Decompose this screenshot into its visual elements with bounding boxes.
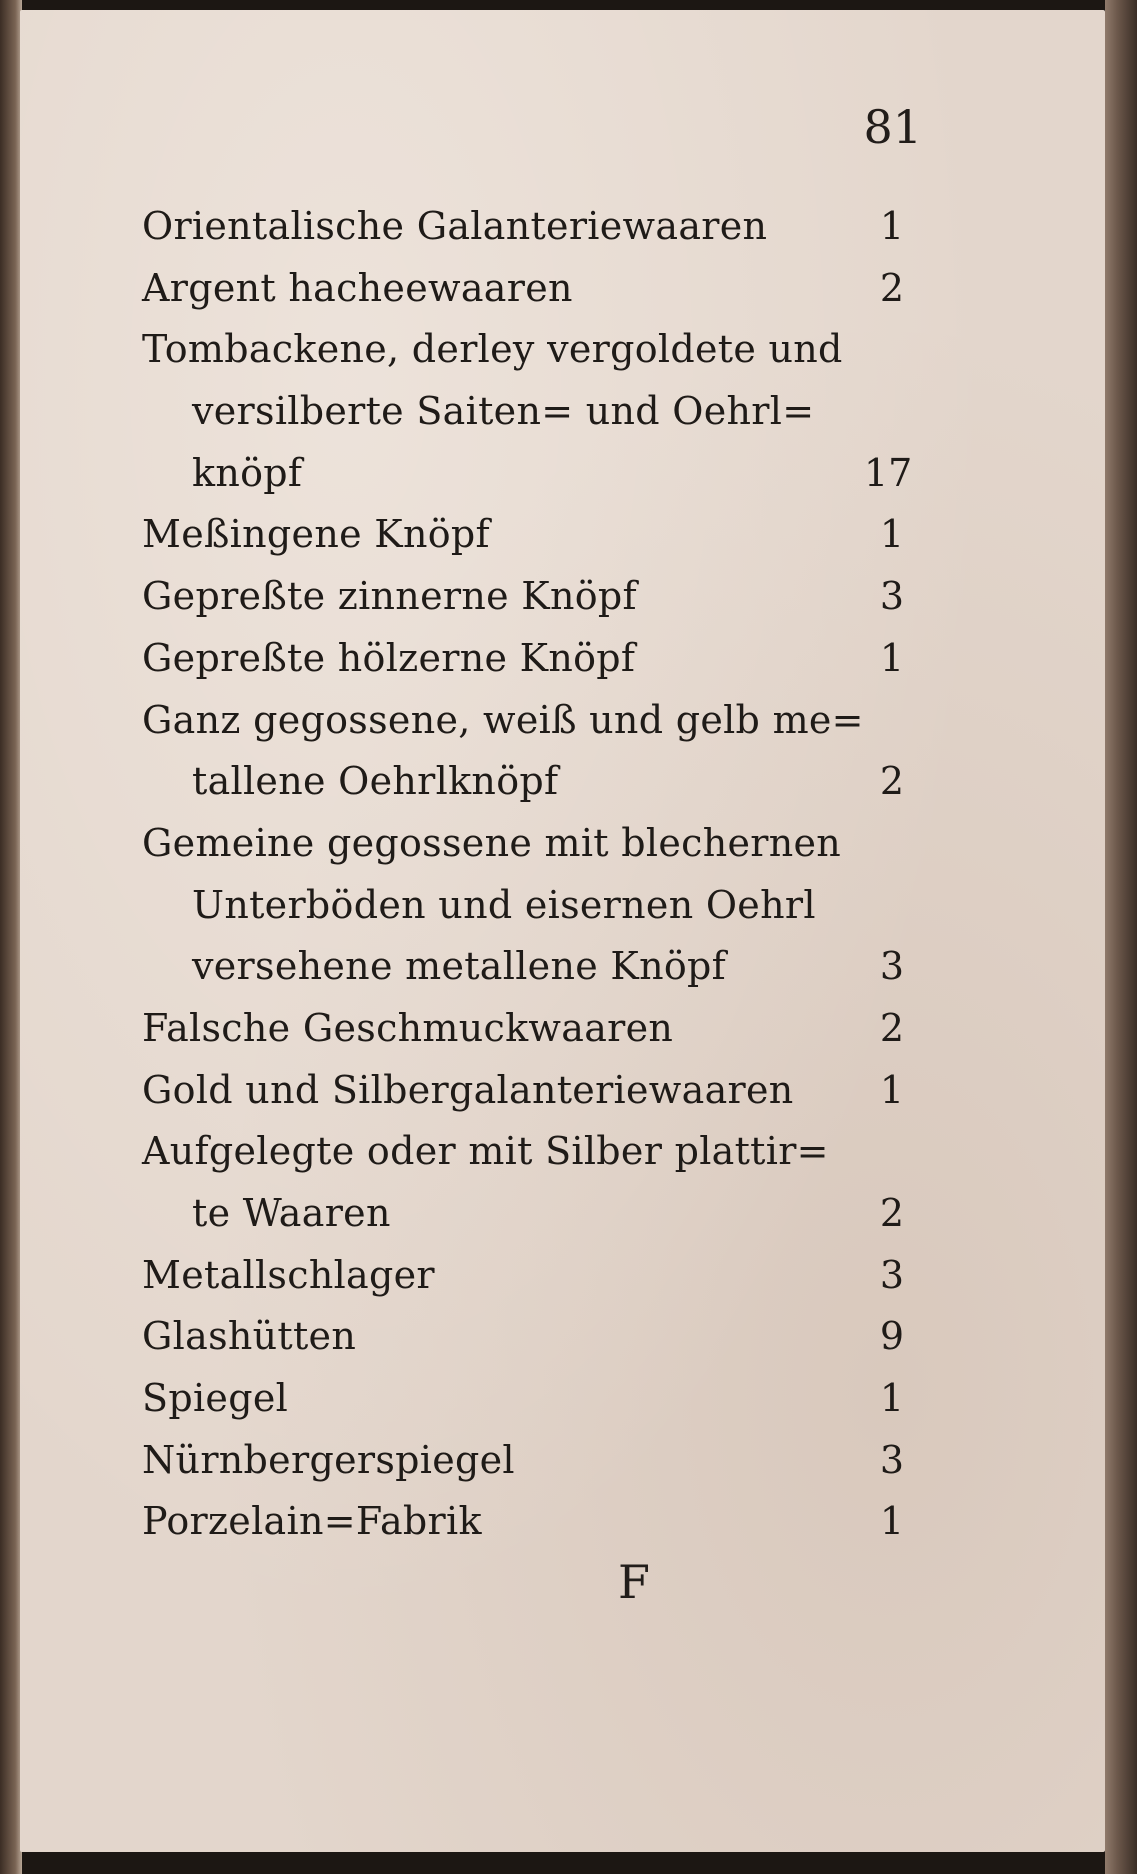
entry-count: 1 xyxy=(879,1499,904,1544)
list-item xyxy=(0,1060,1137,1122)
entry-label: Nürnbergerspiegel xyxy=(142,1437,515,1482)
entry-count: 3 xyxy=(879,944,904,989)
entry-count: 1 xyxy=(879,1067,904,1112)
entry-label: Glashütten xyxy=(142,1314,357,1359)
list-item-continuation xyxy=(0,381,1137,443)
list-item xyxy=(0,1306,1137,1368)
entry-count: 2 xyxy=(879,1005,904,1050)
entry-label: Tombackene, derley vergoldete und xyxy=(142,327,843,372)
entry-label: Porzelain=Fabrik xyxy=(142,1499,482,1544)
entry-count: 3 xyxy=(879,1437,904,1482)
entry-count: 3 xyxy=(879,1252,904,1297)
list-item-continuation xyxy=(0,875,1137,937)
entry-count: 1 xyxy=(879,1376,904,1421)
entry-label: Gepreßte zinnerne Knöpf xyxy=(142,574,637,619)
list-item xyxy=(0,566,1137,628)
entry-label: tallene Oehrlknöpf xyxy=(192,759,559,804)
list-item-continuation xyxy=(0,1183,1137,1245)
entry-label: knöpf xyxy=(192,450,303,495)
entry-label: versilberte Saiten= und Oehrl= xyxy=(192,389,815,434)
entry-label: te Waaren xyxy=(192,1191,391,1235)
entry-list xyxy=(0,196,1137,1553)
entry-label: Gold und Silbergalanteriewaaren xyxy=(142,1067,794,1112)
entry-label: Gepreßte hölzerne Knöpf xyxy=(142,635,636,680)
entry-label: Falsche Geschmuckwaaren xyxy=(142,1005,674,1050)
entry-label: Argent hacheewaaren xyxy=(142,265,573,310)
entry-label: Metallschlager xyxy=(142,1252,435,1297)
list-item xyxy=(0,1368,1137,1430)
entry-count: 1 xyxy=(879,635,904,680)
list-item xyxy=(0,504,1137,566)
list-item xyxy=(0,319,1137,381)
entry-label: Meßingene Knöpf xyxy=(142,512,490,557)
page-number: 81 xyxy=(863,100,922,154)
catchword: F xyxy=(618,1555,650,1609)
entry-count: 17 xyxy=(864,450,913,495)
entry-label: Orientalische Galanteriewaaren xyxy=(142,204,768,248)
list-item xyxy=(0,1121,1137,1183)
entry-count: 2 xyxy=(879,265,904,310)
entry-count: 2 xyxy=(879,1191,904,1235)
entry-label: Gemeine gegossene mit blechernen xyxy=(142,820,842,865)
list-item xyxy=(0,196,1137,258)
entry-label: Spiegel xyxy=(142,1376,289,1421)
list-item-continuation xyxy=(0,936,1137,998)
list-item xyxy=(0,813,1137,875)
entry-count: 9 xyxy=(879,1314,904,1359)
entry-count: 2 xyxy=(879,759,904,804)
list-item xyxy=(0,1430,1137,1492)
list-item-continuation xyxy=(0,443,1137,505)
entry-count: 1 xyxy=(879,512,904,557)
list-item xyxy=(0,998,1137,1060)
list-item xyxy=(0,1245,1137,1307)
entry-label: versehene metallene Knöpf xyxy=(192,944,727,989)
list-item xyxy=(0,690,1137,752)
list-item xyxy=(0,1491,1137,1553)
entry-label: Unterböden und eisernen Oehrl xyxy=(192,882,816,927)
entry-label: Aufgelegte oder mit Silber plattir= xyxy=(142,1129,829,1174)
entry-count: 1 xyxy=(879,204,904,248)
list-item xyxy=(0,258,1137,320)
list-item-continuation xyxy=(0,751,1137,813)
list-item xyxy=(0,628,1137,690)
entry-label: Ganz gegossene, weiß und gelb me= xyxy=(142,697,864,742)
entry-count: 3 xyxy=(879,574,904,619)
